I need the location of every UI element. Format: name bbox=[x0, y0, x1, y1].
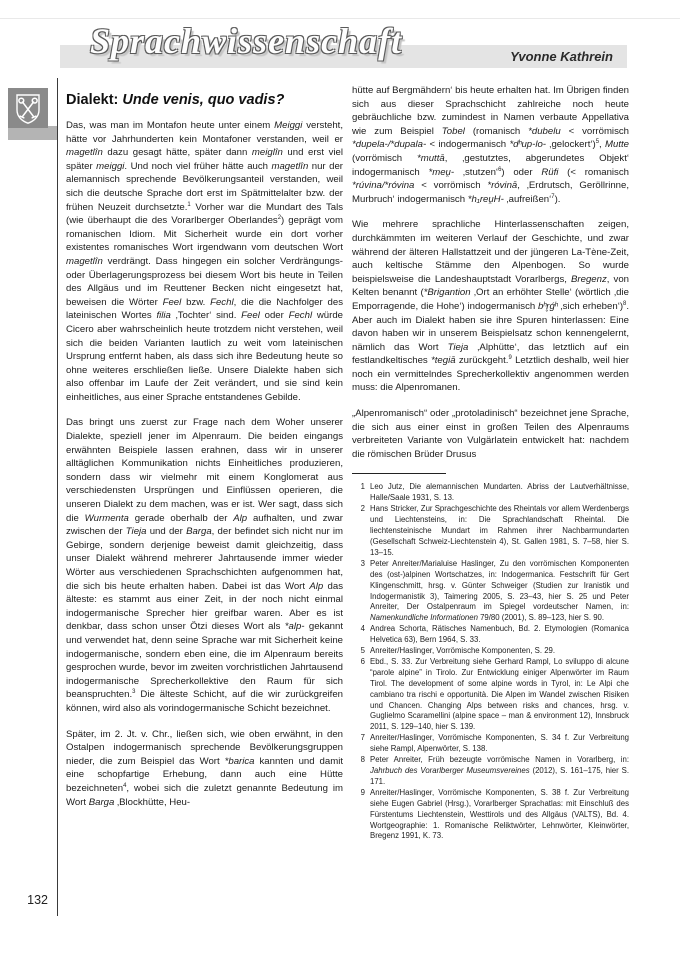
footnotes bbox=[352, 482, 629, 842]
footnote bbox=[352, 733, 629, 755]
footnote-text: Anreiter/Haslinger, Vorrömische Komponenten, S. 38 f. Zur Verbreitung siehe Eugen Gabriel (Hrsg.), Vorarlberger Sprachatlas: mit Einschluß des Fürstentums Liechtenstein, Westtirols und des Allgäus (VALTS), Bd. 4. Wortgeographie: 1. Romanische Reliktwörter, Lehnwörter, Kleinwörter, Bregenz 1991, K. 73. bbox=[370, 787, 629, 841]
footnote-number: 2 bbox=[360, 504, 365, 514]
footnote-number: 4 bbox=[360, 624, 365, 634]
margin-rule bbox=[57, 78, 58, 916]
footnote bbox=[352, 559, 629, 624]
author-name: Yvonne Kathrein bbox=[510, 49, 613, 64]
crossed-keys-crest-icon bbox=[8, 88, 48, 128]
footnote bbox=[352, 755, 629, 788]
footnote-number: 9 bbox=[360, 787, 365, 797]
right-column-paragraphs bbox=[352, 84, 629, 461]
paragraph: Später, im 2. Jt. v. Chr., ließen sich, wie oben erwähnt, in den Ostalpen indogermanisch sprechende Bevölkerungsgruppen nieder, die zum Beispiel das Wort *barica kannten und damit eine schopfartige Erhebung, dann auch eine Hütte bezeichneten$^4$, wobei sich die zuletzt genannte Bedeutung im Wort Barga ‚Blockhütte, Heu- bbox=[66, 728, 343, 808]
footnote-text: Andrea Schorta, Rätisches Namenbuch, Bd. 2. Etymologien (Romanica Helvetica 63), Bern 1964, S. 33. bbox=[370, 624, 629, 645]
right-column bbox=[352, 84, 629, 842]
footnote bbox=[352, 504, 629, 559]
footnote-number: 8 bbox=[360, 755, 365, 765]
footnote-number: 7 bbox=[360, 733, 365, 743]
footnote bbox=[352, 624, 629, 646]
footnote-text: Hans Stricker, Zur Sprachgeschichte des Rheintals vor allem Werdenbergs und Liechtensteins, in: Die Sprachlandschaft Rheintal. Die liechtensteinische Mundart im Rahmen ihrer Nachbarmundarten (Gesellschaft Schweiz-Liechtenstein 4), St. Gallen 1981, S. 7–58, hier S. 13–15. bbox=[370, 504, 629, 557]
paragraph: hütte auf Bergmähdern‘ bis heute erhalten hat. Im Übrigen finden sich aus dieser Sprachschicht zahlreiche noch heute gebräuchliche bzw. zumindest in Namen verbaute Appellativa wie zum Beispiel Tobel (romanisch *dubelu < vorrömisch *dupela-/*dupala- < indogermanisch *dʰup-lo- ‚gelockert‘)$^5$, Mutte (vorrömisch *muttā, ‚gestutztes, abgerundetes Objekt‘ indogermanisch *meu̯- ‚stutzen‘$^6$) oder Rüfi (< romanisch *rúvina/*róvina < vorrömisch *róvinā, ‚Erdrutsch, Geröllrinne, Murbruch‘ indogermanisch *h₁reu̯H- ‚aufreißen‘$^7$). bbox=[352, 85, 629, 205]
footnote-text: Ebd., S. 33. Zur Verbreitung siehe Gerhard Rampl, Lo sviluppo di alcune “parole alpine” in Tirolo. Zur Entwicklung einiger Alpenwörter im Raum Tirol. The development of some alpine words in Tyrol, in: Le Alpi che cambiano tra rischi e opportunità. Die Alpen im Wandel zwischen Risiken und Chancen. Changing Alps between risks and chances, hrsg. v. Guglielmo Scaramellini (alpine space – man & environment 12), Innsbruck 2011, S. 129–140, hier S. 139. bbox=[370, 656, 629, 732]
footnote-text: Peter Anreiter, Früh bezeugte vorrömische Namen in Vorarlberg, in: Jahrbuch des Vorarlberger Museumsvereines (2012), S. 161–175, hier S. 171. bbox=[370, 755, 629, 786]
footnote-text: Leo Jutz, Die alemannischen Mundarten. Abriss der Lautverhältnisse, Halle/Saale 1931, S. 13. bbox=[370, 482, 629, 503]
article-title-prefix: Dialekt: bbox=[66, 91, 123, 108]
footnote-text: Peter Anreiter/Marialuise Haslinger, Zu den vorrömischen Komponenten des (ost-)alpinen Wortschatzes, in: Indogermanica. Festschrift für Gert Klingenschmitt, hrsg. v. Günter Schweiger (Studien zur Iranistik und Indogermanistik 3), Taimering 2005, S. 23–43, hier S. 25 und Peter Anreiter, Der Ostalpenraum im Spiegel vordeutscher Namen, in: Namenkundliche Informationen 79/80 (2001), S. 89–123, hier S. 90. bbox=[370, 558, 629, 623]
footnote bbox=[352, 788, 629, 843]
left-column bbox=[66, 119, 343, 821]
section-title: Sprachwissenschaft bbox=[90, 21, 403, 61]
footnote-number: 5 bbox=[360, 646, 365, 656]
footnote bbox=[352, 657, 629, 733]
footnote-number: 3 bbox=[360, 558, 365, 568]
article-title bbox=[66, 92, 346, 108]
footnote-separator bbox=[352, 473, 446, 474]
footnote-text: Anreiter/Haslinger, Vorrömische Komponenten, S. 29. bbox=[370, 646, 556, 656]
paragraph: Das, was man im Montafon heute unter einem Meiggi versteht, hätte vor Jahrhunderten kein Montafoner verstanden, weil er magetlîn dazu gesagt hätte, später dann meiglîn und erst viel später meiggi. Und noch viel früher hätte auch magetlîn nur der alemannisch sprechende Bevölkerungsanteil verstanden, weil sich die deutsche Sprache dort erst im Spätmittelalter bzw. der frühen Neuzeit durchsetzte.$^1$ Vorher war die Mundart des Tals (wie überhaupt die des Vorarlberger Oberlandes$^2$) geprägt vom romanischen Idiom. Mit Sicherheit wurde ein dort vorher existentes romanisches Wort irgendwann vom deutschen Wort magetlîn verdrängt. Dass hingegen ein solcher Verdrängungs- oder Überlagerungsprozess bei diesem Wort bis heute in Teilen des Allgäus und im Reuttener Becken nicht eingesetzt hat, beweisen die Wörter Feel bzw. Fechl, die die Nachfolger des lateinischen Wortes filia ‚Tochter‘ sind. Feel oder Fechl würde Cicero aber wahrscheinlich heute trotzdem nicht verstehen, weil sich die beiden Varianten lautlich zu weit vom lateinischen Ursprung entfernt haben, als dass sich ihre Bedeutung heute so ohne weiteres erschließen ließe. Unsere Dialekte haben sich also offenbar im Laufe der Zeit verändert, und sie sind kein einheitliches, aus einer Sprache entstandenes Gebilde. bbox=[66, 120, 343, 403]
paragraph: „Alpenromanisch“ oder „protoladinisch“ bezeichnet jene Sprache, die sich aus einer einst in großen Teilen des Alpenraums verbreiteten Variante von Vulgärlatein entwickelt hat: nachdem die römischen Brüder Drusus bbox=[352, 408, 629, 460]
footnote bbox=[352, 646, 629, 657]
page-number: 132 bbox=[27, 893, 48, 907]
paragraph: Das bringt uns zuerst zur Frage nach dem Woher unserer Dialekte, speziell jener im Alpenraum. Die beiden eingangs erwähnten Beispiele lassen erahnen, dass wir in unserer alltäglichen Kommunikation nichts Einheitliches produzieren, sondern dass wir vielmehr mit einem Konglomerat aus verschiedensten Ursprüngen und Einflüssen operieren, die unseren Dialekt zu dem machen, was er ist. Wer sagt, dass sich die Wurmenta gerade oberhalb der Alp aufhalten, und zwar zwischen der Tieja und der Barga, der befindet sich nicht nur im Gebirge, sondern derjenige beweist damit gleichzeitig, dass unser Dialekt während mehrerer Jahrtausende immer wieder Wörter aus verschiedenen Sprachschichten aufgenommen hat, die sich bis heute erhalten haben. Dabei ist das Wort Alp das älteste: es stammt aus einer Zeit, in der noch nicht einmal indogermanische Sprecher hier greifbar waren. Aber es ist denkbar, dass schon unser Ötzi dieses Wort als *alp- gekannt und verwendet hat, denn seine Sprache war mit Sicherheit keine indogermanische, sondern eben eine, die im Alpenraum bereits gesprochen wurde, bevor im zweiten vorchristlichen Jahrtausend indogermanische Sprecherkollektive den Raum für sich beanspruchten.$^3$ Die älteste Schicht, auf die wir zurückgreifen können, wird also als vorindogermanische Schicht bezeichnet. bbox=[66, 417, 344, 714]
crest-band bbox=[8, 126, 57, 140]
footnote bbox=[352, 482, 629, 504]
article-title-latin: Unde venis, quo vadis? bbox=[122, 91, 285, 108]
paragraph: Wie mehrere sprachliche Hinterlassenschaften zeigen, durchkämmten im weiteren Verlauf der Geschichte, und zwar während der älteren Hallstattzeit und der jüngeren La-Tène-Zeit, auch keltische Stämme den Alpenbogen. So wurde beispielsweise die Landeshauptstadt Vorarlbergs, Bregenz, von Kelten benannt (*Brigantion ‚Ort an erhöhter Stelle‘ (wörtlich ‚die Emporragende, die Hohe‘) indogermanisch bʰr̥ǵʰ ‚sich erheben‘)$^8$. Aber auch im Dialekt haben sie ihre Spuren hinterlassen: Eine davon haben wir in unserem Beispielsatz schon kennengelernt, nämlich das Wort Tieja ‚Alphütte‘, das letztlich auf ein festlandkeltisches *tegiā zurückgeht.$^9$ Letztlich deshalb, weil hier noch ein vermittelndes Sprecherkollektiv angenommen werden muss: die Alpenromanen. bbox=[352, 219, 630, 394]
footnote-text: Anreiter/Haslinger, Vorrömische Komponenten, S. 34 f. Zur Verbreitung siehe Rampl, Alpenwörter, S. 138. bbox=[370, 733, 629, 754]
footnote-number: 6 bbox=[360, 656, 365, 666]
page-edge-line bbox=[0, 18, 680, 19]
footnote-number: 1 bbox=[360, 482, 365, 492]
